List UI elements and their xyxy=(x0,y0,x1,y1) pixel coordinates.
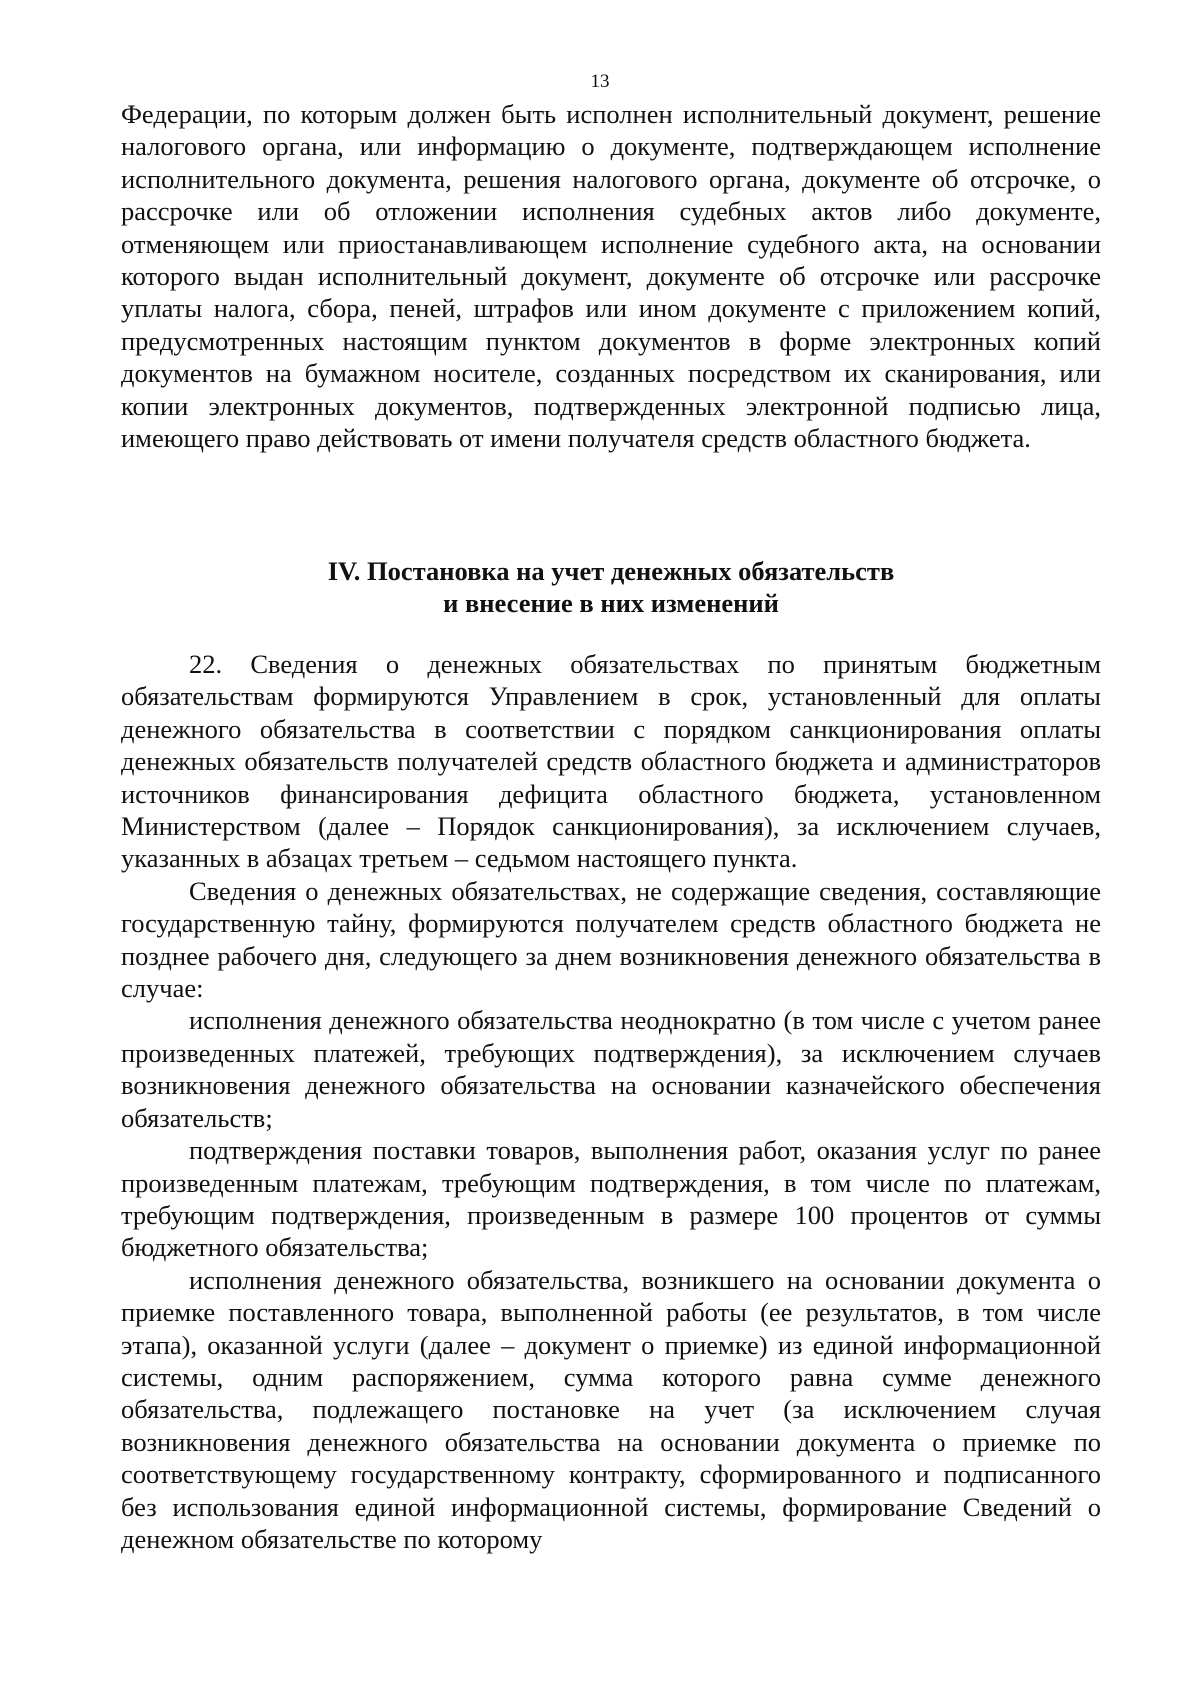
section-heading-line-2: и внесение в них изменений xyxy=(443,588,779,619)
paragraph: подтверждения поставки товаров, выполнения работ, оказания услуг по ранее произведенным платежам, требующим подтверждения, в том числе по платежам, требующим подтверждения, произведенным в размере 100 процентов от суммы бюджетного обязательства; xyxy=(121,1135,1101,1263)
page-number: 13 xyxy=(590,71,610,92)
section-heading-line-1: IV. Постановка на учет денежных обязательств xyxy=(327,556,895,586)
paragraph: Федерации, по которым должен быть исполнен исполнительный документ, решение налогового органа, или информацию о документе, подтверждающем исполнение исполнительного документа, решения налогового органа, документе об отсрочке, о рассрочке или об отложении исполнения судебных актов либо документе, отменяющем или приостанавливающем исполнение судебного акта, на основании которого выдан исполнительный документ, документе об отсрочке или рассрочке уплаты налога, сбора, пеней, штрафов или ином документе с приложением копий, предусмотренных настоящим пунктом документов в форме электронных копий документов на бумажном носителе, созданных посредством их сканирования, или копии электронных документов, подтвержденных электронной подписью лица, имеющего право действовать от имени получателя средств областного бюджета. xyxy=(121,99,1101,454)
paragraph-22: 22. Сведения о денежных обязательствах по принятым бюджетным обязательствам формируются Управлением в срок, установленный для оплаты денежного обязательства в соответствии с порядком санкционирования оплаты денежных обязательств получателей средств областного бюджета и администраторов источников финансирования дефицита областного бюджета, установленном Министерством (далее – Порядок санкционирования), за исключением случаев, указанных в абзацах третьем – седьмом настоящего пункта. xyxy=(121,649,1101,874)
continuation-text xyxy=(121,98,1101,454)
paragraph: Сведения о денежных обязательствах, не содержащие сведения, составляющие государственную тайну, формируются получателем средств областного бюджета не позднее рабочего дня, следующего за днем возникновения денежного обязательства в случае: xyxy=(121,875,1101,1004)
section-body xyxy=(121,648,1101,1555)
paragraph: исполнения денежного обязательства, возникшего на основании документа о приемке поставленного товара, выполненной работы (ее результатов, в том числе этапа), оказанной услуги (далее – документ о приемке) из единой информационной системы, одним распоряжением, сумма которого равна сумме денежного обязательства, подлежащего постановке на учет (за исключением случая возникновения денежного обязательства на основании документа о приемке по соответствующему государственному контракту, сформированного и подписанного без использования единой информационной системы, формирование Сведений о денежном обязательстве по которому xyxy=(121,1264,1101,1554)
section-heading xyxy=(121,555,1101,620)
paragraph: исполнения денежного обязательства неоднократно (в том числе с учетом ранее произведенных платежей, требующих подтверждения), за исключением случаев возникновения денежного обязательства на основании казначейского обеспечения обязательств; xyxy=(121,1005,1101,1133)
